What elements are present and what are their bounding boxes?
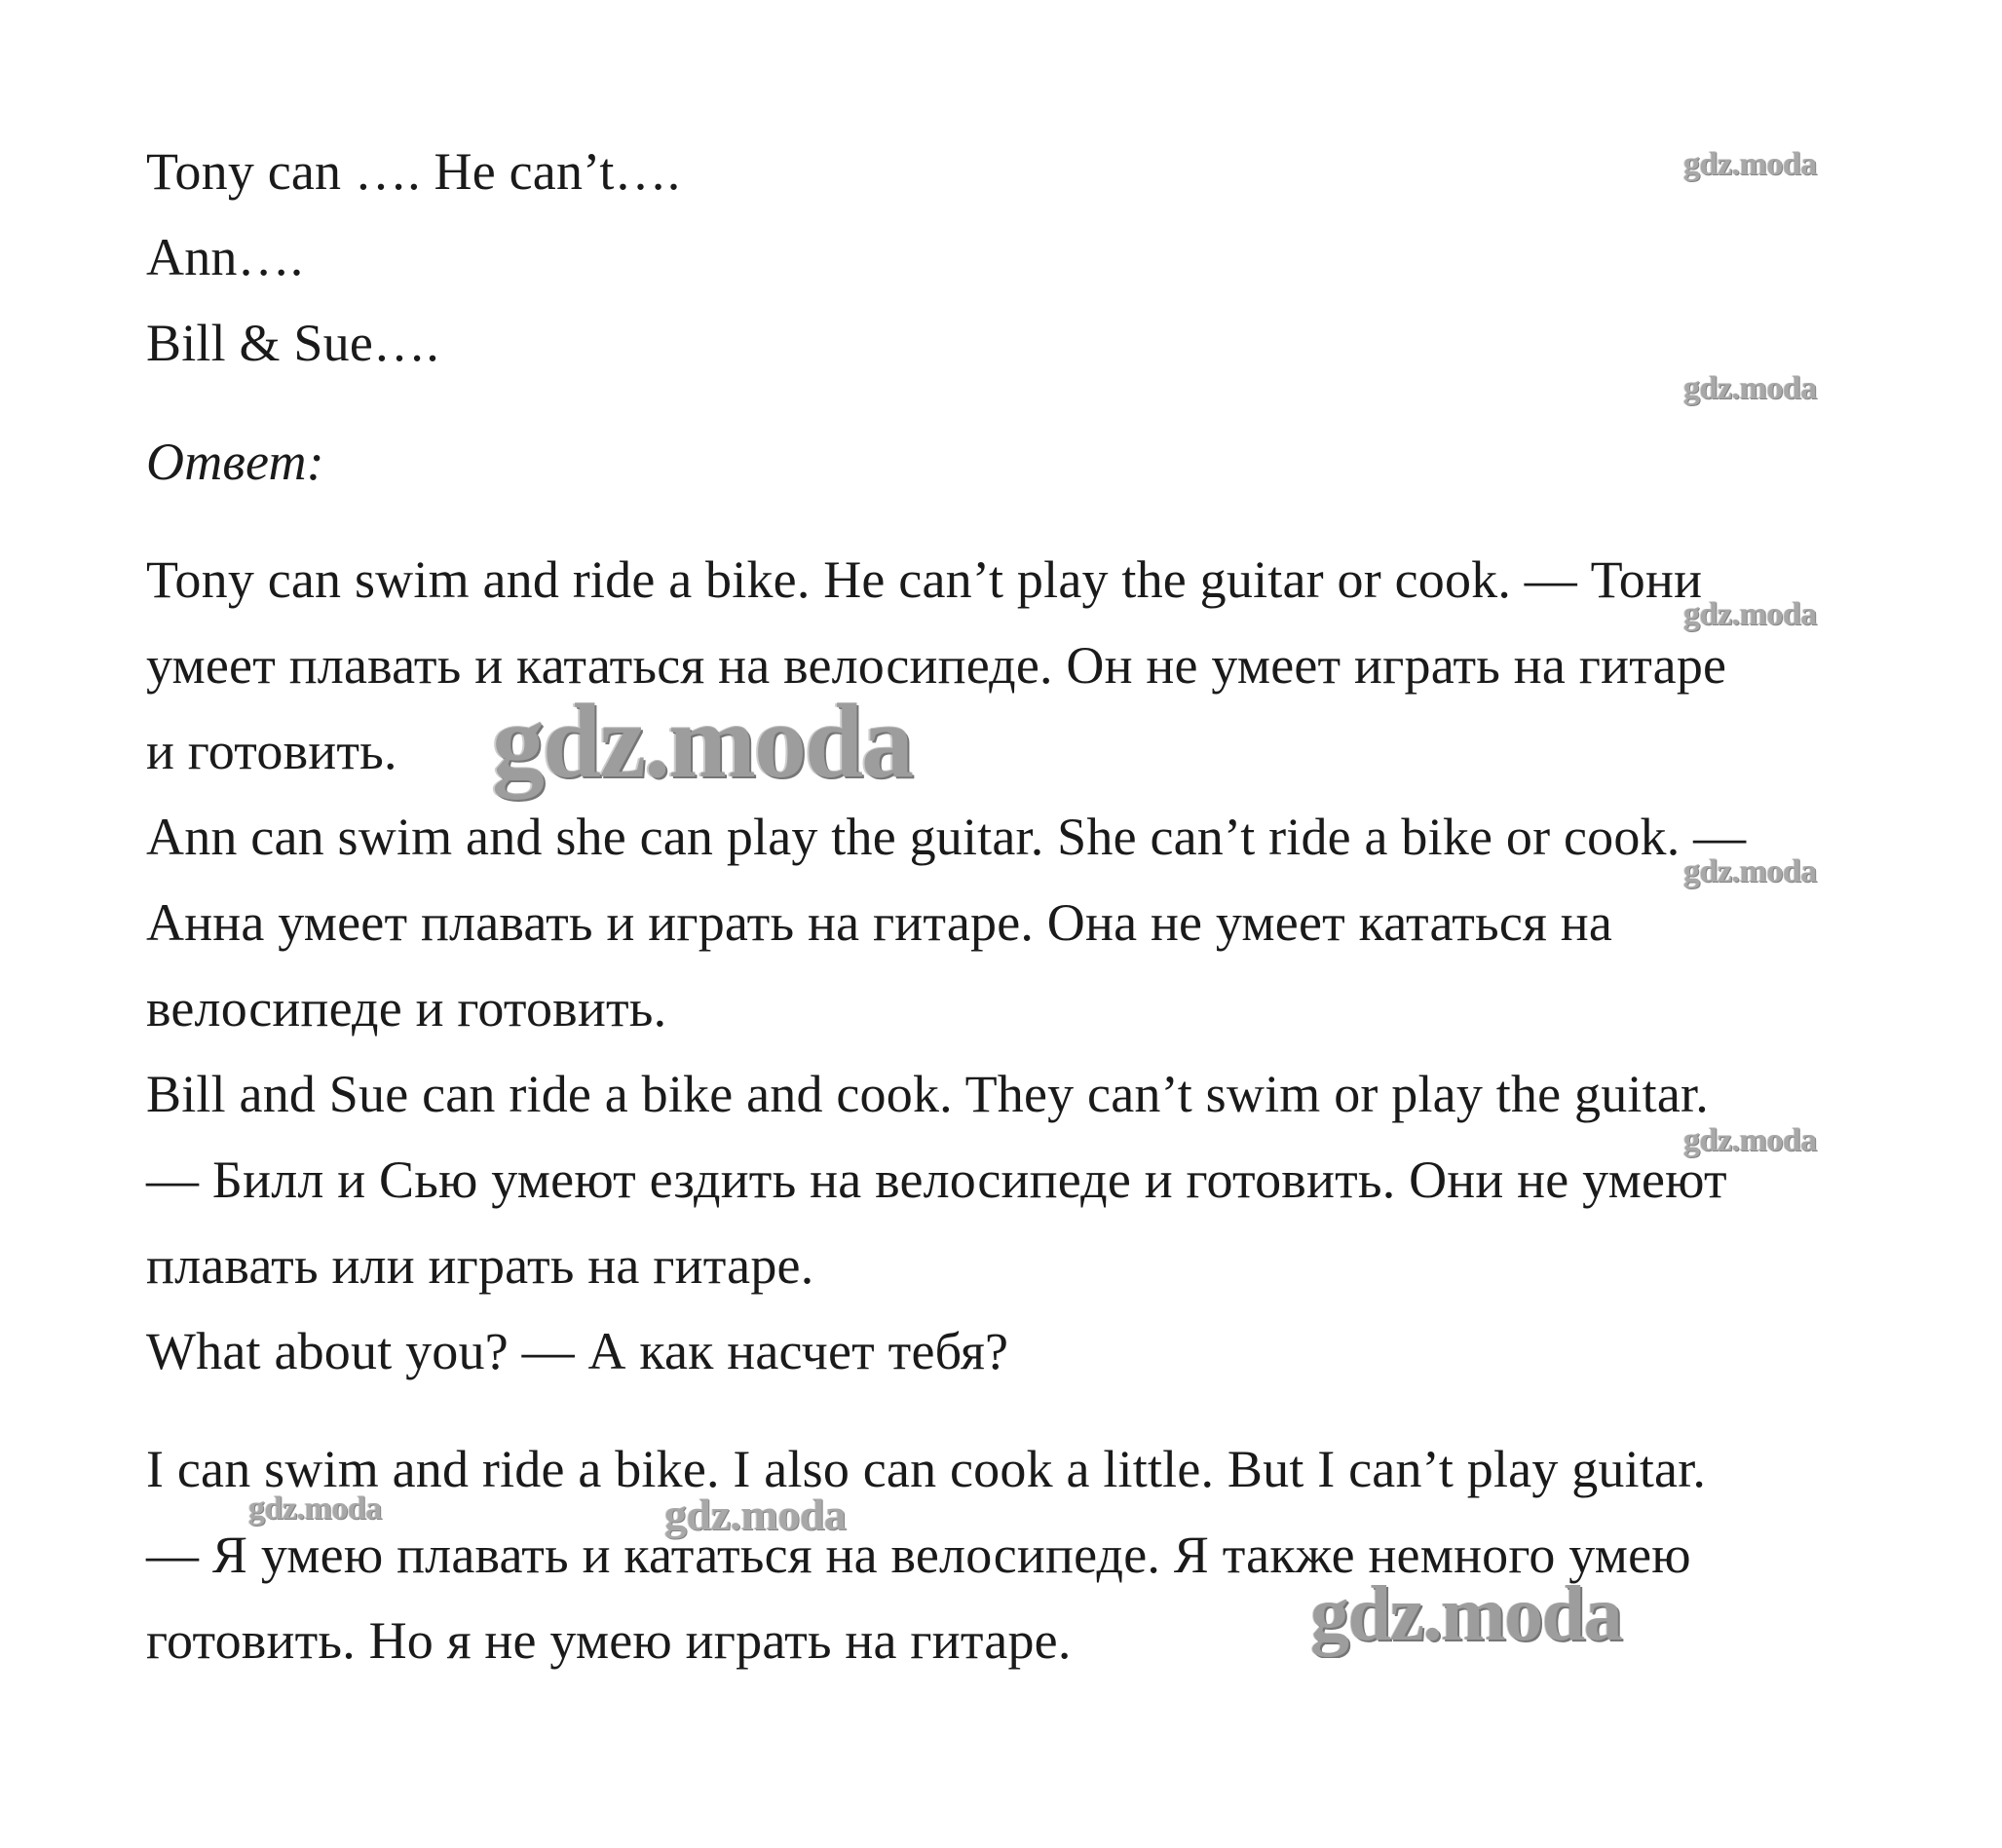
watermark-bottom-center: gdz.moda	[664, 1490, 847, 1539]
answer-line-6: велосипеде и готовить.	[146, 979, 667, 1037]
task-line-tony: Tony can …. He can’t….	[146, 142, 681, 201]
watermark-bottom-left: gdz.moda	[248, 1490, 382, 1527]
task-line-bill-sue: Bill & Sue….	[146, 314, 439, 372]
watermark-top-right-1: gdz.moda	[1683, 146, 1817, 182]
own-answer-line-2: — Я умею плавать и кататься на велосипеде. Я также немного умею	[146, 1526, 1691, 1584]
watermark-right-5: gdz.moda	[1683, 1122, 1817, 1158]
answer-line-2: умеет плавать и кататься на велосипеде. Он не умеет играть на гитаре	[146, 636, 1727, 695]
watermark-right-4: gdz.moda	[1683, 853, 1817, 889]
answer-label: Ответ:	[146, 433, 324, 491]
own-answer-line-1: I can swim and ride a bike. I also can cook a little. But I can’t play guitar.	[146, 1440, 1707, 1498]
watermark-right-3: gdz.moda	[1683, 596, 1817, 632]
watermark-bottom-right-large: gdz.moda	[1310, 1571, 1622, 1657]
answer-line-3: и готовить.	[146, 722, 397, 780]
answer-line-4: Ann can swim and she can play the guitar. She can’t ride a bike or cook. —	[146, 808, 1747, 866]
task-line-ann: Ann….	[146, 228, 304, 286]
answer-line-10: What about you? — А как насчет тебя?	[146, 1322, 1009, 1380]
own-answer-line-3: готовить. Но я не умею играть на гитаре.	[146, 1611, 1072, 1670]
answer-line-9: плавать или играть на гитаре.	[146, 1236, 814, 1295]
watermark-large-center: gdz.moda	[492, 684, 913, 800]
answer-line-7: Bill and Sue can ride a bike and cook. They can’t swim or play the guitar.	[146, 1065, 1709, 1123]
answer-line-1: Tony can swim and ride a bike. He can’t play the guitar or cook. — Тони	[146, 550, 1703, 609]
watermark-top-right-2: gdz.moda	[1683, 370, 1817, 406]
answer-line-8: — Билл и Сью умеют ездить на велосипеде и готовить. Они не умеют	[146, 1150, 1727, 1209]
answer-line-5: Анна умеет плавать и играть на гитаре. Она не умеет кататься на	[146, 893, 1613, 952]
